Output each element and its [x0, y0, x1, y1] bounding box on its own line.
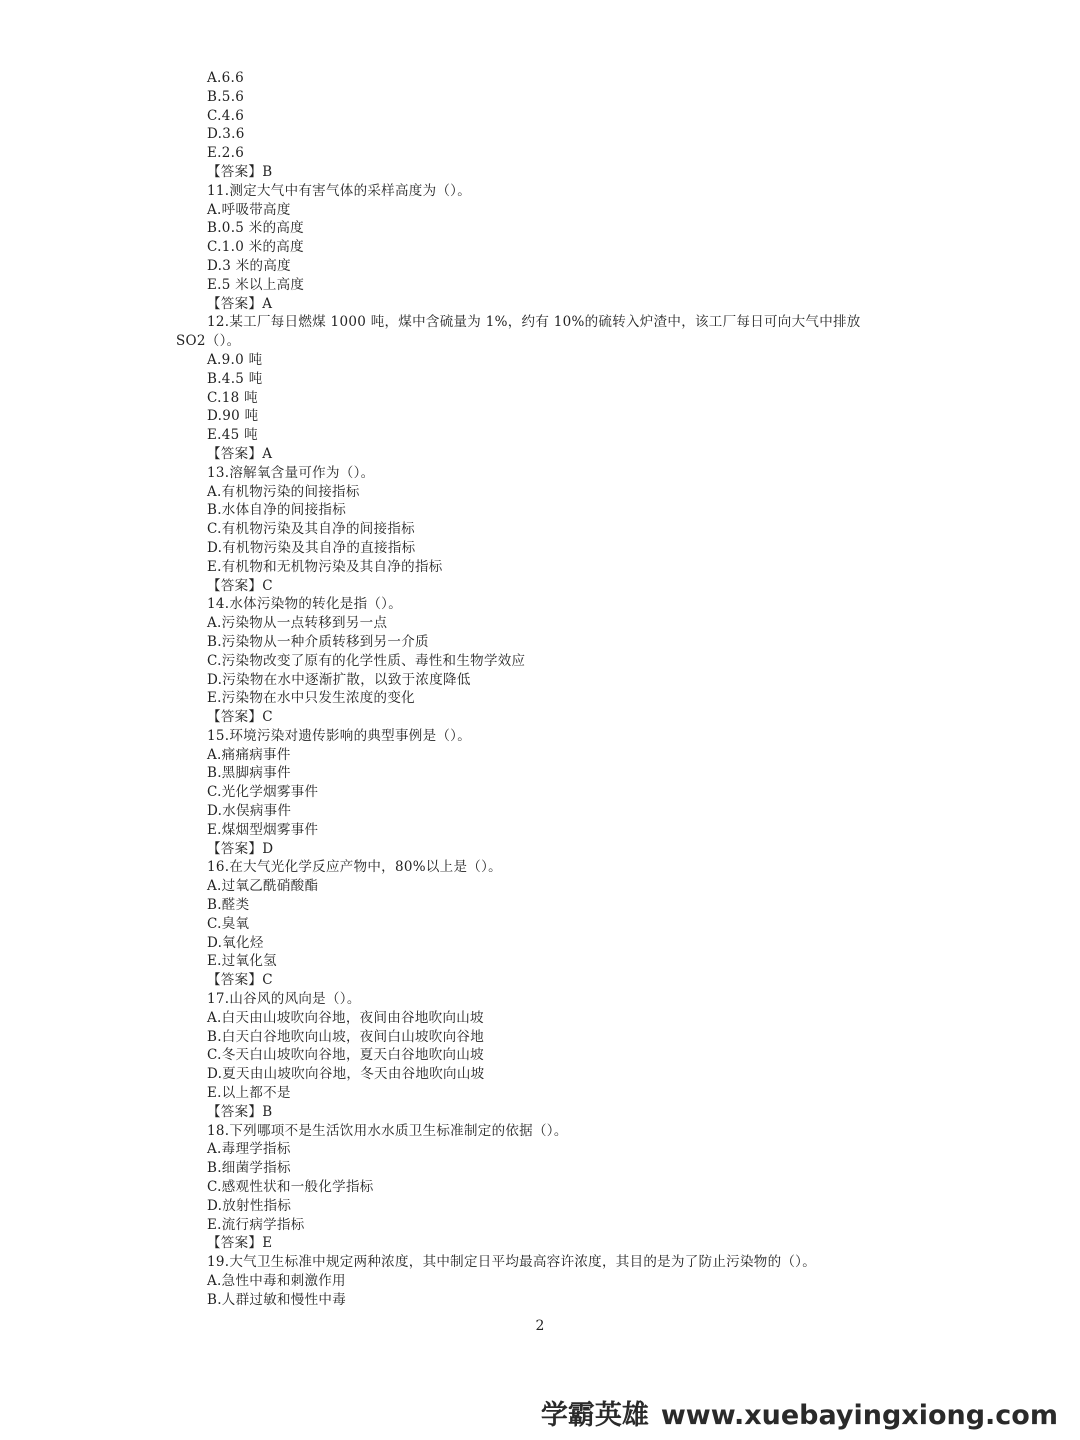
- question-line: 15.环境污染对遗传影响的典型事例是（）。: [207, 727, 472, 744]
- answer-line: 【答案】C: [207, 709, 273, 726]
- option-line: B.0.5 米的高度: [207, 220, 304, 237]
- option-line: B.细菌学指标: [207, 1160, 291, 1177]
- watermark-brand: 学霸英雄: [540, 1400, 649, 1431]
- question-line-continued: SO2（）。: [176, 333, 241, 350]
- option-line: C.冬天白山坡吹向谷地，夏天白谷地吹向山坡: [207, 1047, 484, 1064]
- option-line: D.水俣病事件: [207, 803, 292, 820]
- option-line: E.45 吨: [207, 427, 258, 444]
- option-line: A.有机物污染的间接指标: [207, 483, 360, 500]
- option-line: D.90 吨: [207, 408, 259, 425]
- option-line: A.呼吸带高度: [207, 201, 291, 218]
- option-line: B.白天白谷地吹向山坡，夜间白山坡吹向谷地: [207, 1028, 485, 1045]
- watermark-url: www.xuebayingxiong.com: [660, 1400, 1058, 1431]
- text-line: A.6.6: [207, 70, 245, 86]
- option-line: D.放射性指标: [207, 1197, 292, 1214]
- option-line: E.流行病学指标: [207, 1216, 305, 1233]
- option-line: B.醛类: [207, 897, 250, 914]
- option-line: E.5 米以上高度: [207, 276, 305, 293]
- question-line: 16.在大气光化学反应产物中，80%以上是（）。: [207, 859, 502, 876]
- option-line: A.9.0 吨: [207, 351, 263, 368]
- site-watermark: [541, 1393, 1058, 1432]
- option-line: B.黑脚病事件: [207, 765, 291, 782]
- option-line: A.急性中毒和刺激作用: [207, 1273, 346, 1289]
- answer-line: 【答案】C: [207, 972, 273, 989]
- text-line: C.4.6: [207, 107, 245, 124]
- option-line: C.有机物污染及其自净的间接指标: [207, 521, 415, 538]
- answer-line: 【答案】A: [207, 445, 273, 462]
- answer-line: 【答案】A: [207, 295, 273, 312]
- option-line: E.有机物和无机物污染及其自净的指标: [207, 558, 443, 575]
- option-line: D.3 米的高度: [207, 257, 291, 274]
- option-line: D.夏天由山坡吹向谷地，冬天由谷地吹向山坡: [207, 1066, 485, 1083]
- option-line: B.污染物从一种介质转移到另一介质: [207, 633, 429, 650]
- option-line: C.18 吨: [207, 389, 258, 406]
- option-line: C.臭氧: [207, 915, 250, 932]
- option-line: E.污染物在水中只发生浓度的变化: [207, 690, 415, 707]
- option-line: A.白天由山坡吹向谷地，夜间由谷地吹向山坡: [207, 1009, 484, 1026]
- option-line: A.毒理学指标: [207, 1141, 291, 1158]
- question-line: 17.山谷风的风向是（）。: [207, 991, 361, 1008]
- option-line: B.水体自净的间接指标: [207, 502, 347, 519]
- option-line: B.人群过敏和慢性中毒: [207, 1291, 347, 1308]
- option-line: C.污染物改变了原有的化学性质、毒性和生物学效应: [207, 652, 526, 669]
- option-line: A.过氧乙酰硝酸酯: [207, 878, 319, 895]
- answer-line: 【答案】E: [207, 1235, 273, 1252]
- option-line: D.污染物在水中逐渐扩散，以致于浓度降低: [207, 671, 471, 688]
- option-line: A.痛痛病事件: [207, 746, 291, 763]
- option-line: D.氧化烃: [207, 934, 264, 951]
- text-line: E.2.6: [207, 145, 245, 162]
- text-line: D.3.6: [207, 126, 245, 143]
- option-line: E.煤烟型烟雾事件: [207, 821, 319, 838]
- answer-line: 【答案】B: [207, 163, 273, 180]
- option-line: A.污染物从一点转移到另一点: [207, 615, 388, 632]
- option-line: C.光化学烟雾事件: [207, 784, 319, 801]
- text-line: B.5.6: [207, 88, 245, 105]
- option-line: E.过氧化氢: [207, 953, 277, 970]
- question-line: 11.测定大气中有害气体的采样高度为（）。: [207, 182, 472, 199]
- question-line: 19.大气卫生标准中规定两种浓度，其中制定日平均最高容许浓度，其目的是为了防止污染物的（）。: [207, 1254, 817, 1271]
- question-line: 13.溶解氧含量可作为（）。: [207, 464, 375, 481]
- option-line: D.有机物污染及其自净的直接指标: [207, 539, 416, 556]
- answer-line: 【答案】B: [207, 1103, 273, 1120]
- question-line: 12.某工厂每日燃煤 1000 吨，煤中含硫量为 1%，约有 10%的硫转入炉渣中，该工厂每日可向大气中排放: [207, 314, 861, 331]
- question-line: 14.水体污染物的转化是指（）。: [207, 596, 403, 613]
- question-line: 18.下列哪项不是生活饮用水水质卫生标准制定的依据（）。: [207, 1122, 568, 1139]
- option-line: C.感观性状和一般化学指标: [207, 1179, 374, 1196]
- option-line: C.1.0 米的高度: [207, 239, 304, 256]
- page-number: 2: [535, 1318, 545, 1334]
- answer-line: 【答案】D: [207, 840, 274, 857]
- question-list: [176, 69, 927, 1310]
- option-line: B.4.5 吨: [207, 370, 263, 387]
- answer-line: 【答案】C: [207, 577, 273, 594]
- option-line: E.以上都不是: [207, 1085, 291, 1102]
